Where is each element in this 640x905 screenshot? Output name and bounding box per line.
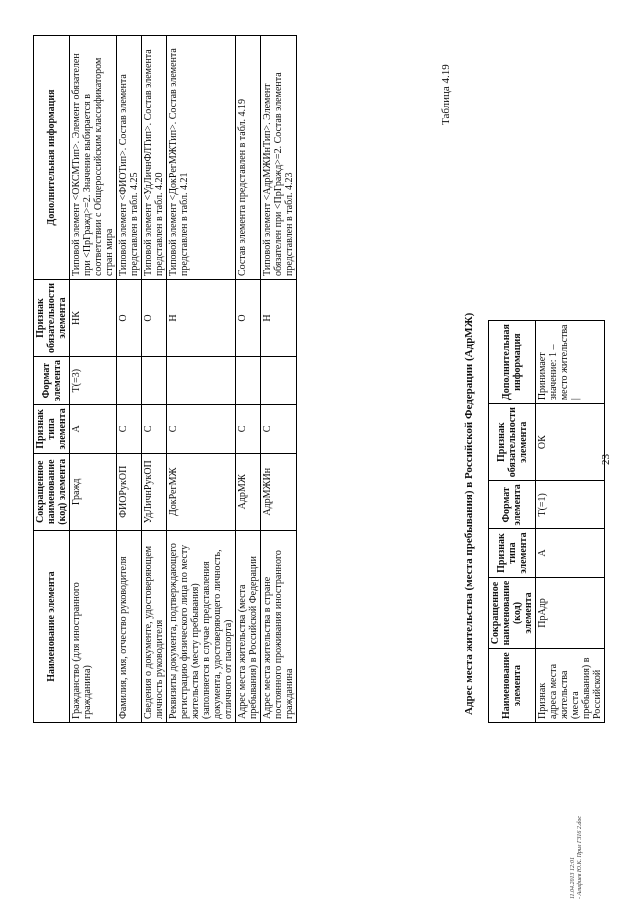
table-cell: [167, 357, 236, 405]
table-header-row: [489, 321, 536, 723]
table-row: [142, 36, 167, 723]
table-row: [117, 36, 142, 723]
table-cell: Типовой элемент <ДокРегМЖТип>. Состав элемента представлен в табл. 4.21: [167, 36, 236, 280]
header-cell: Формат элемента: [34, 357, 70, 405]
table-cell: Гражд: [70, 453, 117, 531]
table-cell: А: [536, 529, 605, 577]
table-cell: Гражданство (для иностранного гражданина): [70, 531, 117, 723]
table-cell: НК: [70, 280, 117, 357]
table-row: [70, 36, 117, 723]
table-cell: [117, 357, 142, 405]
table-cell: Н: [261, 280, 297, 357]
header-cell: Признак типа элемента: [489, 529, 536, 577]
table-cell: [261, 357, 297, 405]
table-row: [236, 36, 261, 723]
table-cell: С: [236, 405, 261, 453]
table-cell: С: [117, 405, 142, 453]
table-label: Таблица 4.19: [440, 64, 452, 125]
table-cell: Признак адреса места жительства (места пребывания) в Российской: [536, 649, 605, 723]
header-cell: Признак типа элемента: [34, 405, 70, 453]
header-cell: Дополнительная информация: [34, 36, 70, 280]
header-cell: Наименование элемента: [34, 531, 70, 723]
header-cell: Дополнительная информация: [489, 321, 536, 404]
header-cell: Сокращенное наименование (код) элемента: [489, 577, 536, 649]
table-cell: О: [142, 280, 167, 357]
table-cell: Сведения о документе, удостоверяющем личность руководителя: [142, 531, 167, 723]
table-cell: [236, 357, 261, 405]
table-cell: [142, 357, 167, 405]
table-cell: Типовой элемент <УдЛичнФЛТип>. Состав элемента представлен в табл. 4.20: [142, 36, 167, 280]
table-cell: Типовой элемент <ОКСМТип>. Элемент обязателен при <ПрГражд>=2. Значение выбирается в соответствии с Общероссийским классификатором стран мира: [70, 36, 117, 280]
table-cell: С: [261, 405, 297, 453]
table-cell: ФИОРукОП: [117, 453, 142, 531]
table-caption: Адрес места жительства (места пребывания) в Российской Федерации (АдрМЖ): [463, 312, 475, 715]
table-cell: Реквизиты документа, подтверждающего регистрацию физического лица по месту жительства (месту пребывания) (заполняется в случае представления документа, удостоверяющего личность, отличного от паспорта): [167, 531, 236, 723]
table-cell: Типовой элемент <ФИОТип>. Состав элемента представлен в табл. 4.25: [117, 36, 142, 280]
table-cell: АдрМЖ: [236, 453, 261, 531]
table-row: [536, 321, 605, 723]
table-cell: С: [142, 405, 167, 453]
table-cell: Т(=3): [70, 357, 117, 405]
elements-table: [33, 35, 297, 723]
table-cell: Типовой элемент <АдрМЖИнТип>. Элемент обязателен при <ПрГражд>=2. Состав элемента представлен в табл. 4.23: [261, 36, 297, 280]
header-cell: Признак обязательности элемента: [34, 280, 70, 357]
table-row: [167, 36, 236, 723]
table-cell: О: [236, 280, 261, 357]
table-cell: Фамилия, имя, отчество руководителя: [117, 531, 142, 723]
footer-date: 11.04.2013 12:01: [570, 856, 576, 899]
page-number: 23: [600, 454, 612, 465]
table-cell: А: [70, 405, 117, 453]
table-header-row: [34, 36, 70, 723]
table-cell: Адрес места жительства в стране постоянного проживания иностранного гражданина: [261, 531, 297, 723]
table-cell: Адрес места жительства (места пребывания) в Российской Федерации: [236, 531, 261, 723]
header-cell: Формат элемента: [489, 481, 536, 529]
table-row: [261, 36, 297, 723]
table-cell: С: [167, 405, 236, 453]
header-cell: Сокращенное наименование (код) элемента: [34, 453, 70, 531]
address-table: [488, 320, 605, 723]
table-cell: Принимает значение: 1 – место жительства |: [536, 321, 605, 404]
table-cell: Н: [167, 280, 236, 357]
header-cell: Наименование элемента: [489, 649, 536, 723]
table-cell: УдЛичнРукОП: [142, 453, 167, 531]
table-cell: О: [117, 280, 142, 357]
table-cell: ОК: [536, 404, 605, 481]
file-footer: [570, 816, 584, 899]
header-cell: Признак обязательности элемента: [489, 404, 536, 481]
table-cell: Состав элемента представлен в табл. 4.19: [236, 36, 261, 280]
table-cell: Т(=1): [536, 481, 605, 529]
table-cell: АдрМЖИн: [261, 453, 297, 531]
table-cell: ПрАдр: [536, 577, 605, 649]
footer-filename: - Алифиев Ю.К. Прил ГЗ16 2.doc: [577, 815, 583, 899]
table-cell: ДокРегМЖ: [167, 453, 236, 531]
